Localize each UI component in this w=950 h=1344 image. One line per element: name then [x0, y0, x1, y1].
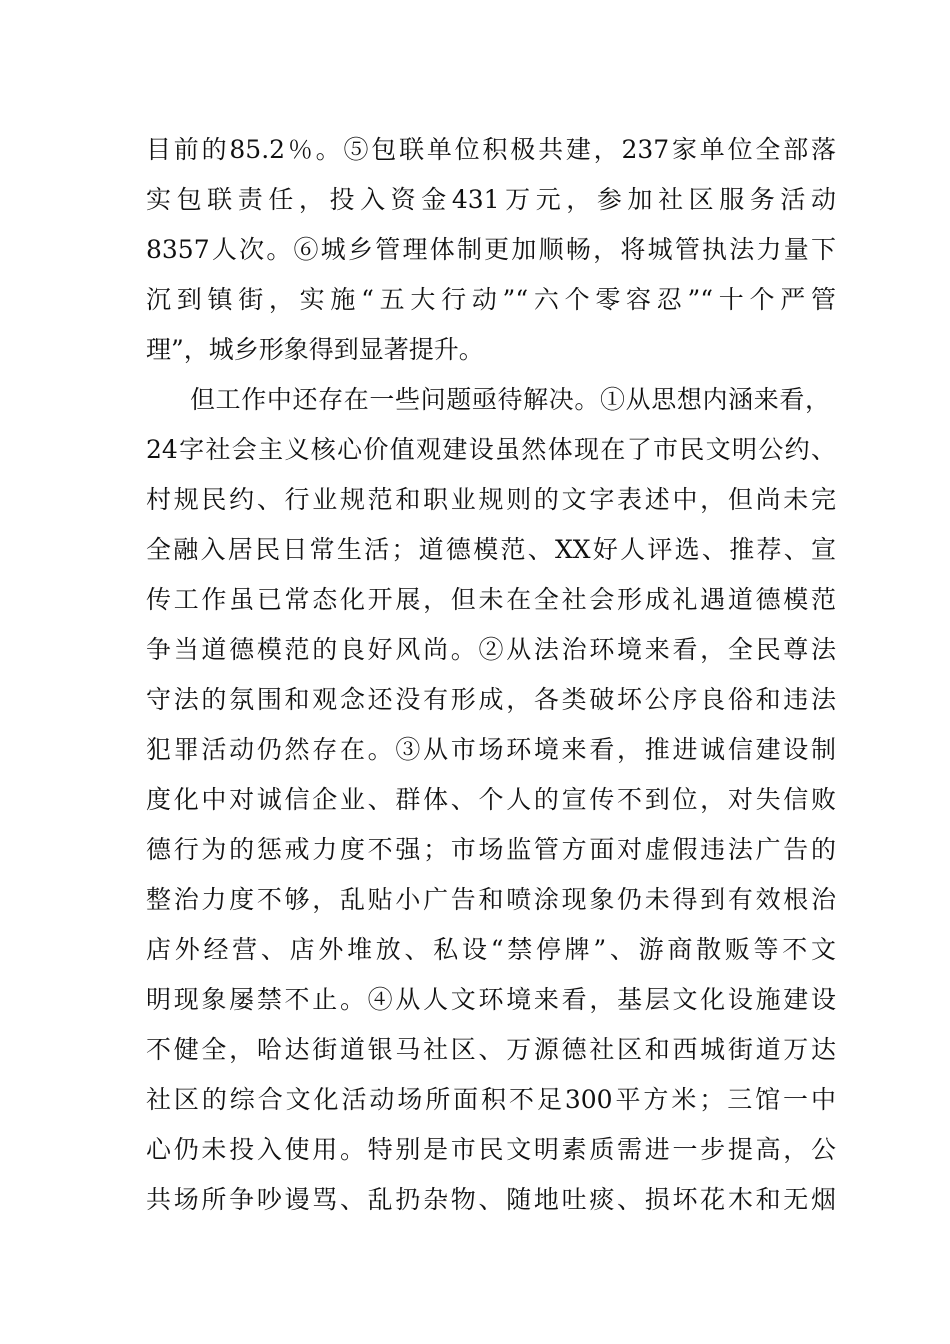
text-line-12: 守法的氛围和观念还没有形成，各类破坏公序良俗和违法 — [146, 685, 836, 714]
paragraph-start-line: 但工作中还存在一些问题亟待解决。①从思想内涵来看， — [190, 385, 830, 414]
text-line-11: 争当道德模范的良好风尚。②从法治环境来看，全民尊法 — [146, 635, 836, 664]
text-line-16: 整治力度不够，乱贴小广告和喷涂现象仍未得到有效根治 — [146, 885, 836, 914]
text-line-15: 德行为的惩戒力度不强；市场监管方面对虚假违法广告的 — [146, 835, 836, 864]
text-line-1: 目前的85.2％。⑤包联单位积极共建，237家单位全部落 — [146, 135, 836, 164]
text-line-14: 度化中对诚信企业、群体、个人的宣传不到位，对失信败 — [146, 785, 836, 814]
text-line-8: 村规民约、行业规范和职业规则的文字表述中，但尚未完 — [146, 485, 836, 514]
text-line-5: 理”，城乡形象得到显著提升。 — [146, 335, 484, 364]
text-line-13: 犯罪活动仍然存在。③从市场环境来看，推进诚信建设制 — [146, 735, 836, 764]
text-line-22: 共场所争吵谩骂、乱扔杂物、随地吐痰、损坏花木和无烟 — [146, 1185, 836, 1214]
text-line-10: 传工作虽已常态化开展，但未在全社会形成礼遇道德模范 — [146, 585, 836, 614]
text-line-7: 24字社会主义核心价值观建设虽然体现在了市民文明公约、 — [146, 435, 836, 464]
text-line-20: 社区的综合文化活动场所面积不足300平方米；三馆一中 — [146, 1085, 836, 1114]
text-line-9: 全融入居民日常生活；道德模范、XX好人评选、推荐、宣 — [146, 535, 836, 564]
text-line-18: 明现象屡禁不止。④从人文环境来看，基层文化设施建设 — [146, 985, 836, 1014]
text-line-21: 心仍未投入使用。特别是市民文明素质需进一步提高，公 — [146, 1135, 836, 1164]
text-line-2: 实包联责任，投入资金431万元，参加社区服务活动 — [146, 185, 836, 214]
text-line-17: 店外经营、店外堆放、私设“禁停牌”、游商散贩等不文 — [146, 935, 836, 964]
text-line-4: 沉到镇街，实施“五大行动”“六个零容忍”“十个严管 — [146, 285, 836, 314]
text-line-19: 不健全，哈达街道银马社区、万源德社区和西城街道万达 — [146, 1035, 836, 1064]
text-line-3: 8357人次。⑥城乡管理体制更加顺畅，将城管执法力量下 — [146, 235, 836, 264]
